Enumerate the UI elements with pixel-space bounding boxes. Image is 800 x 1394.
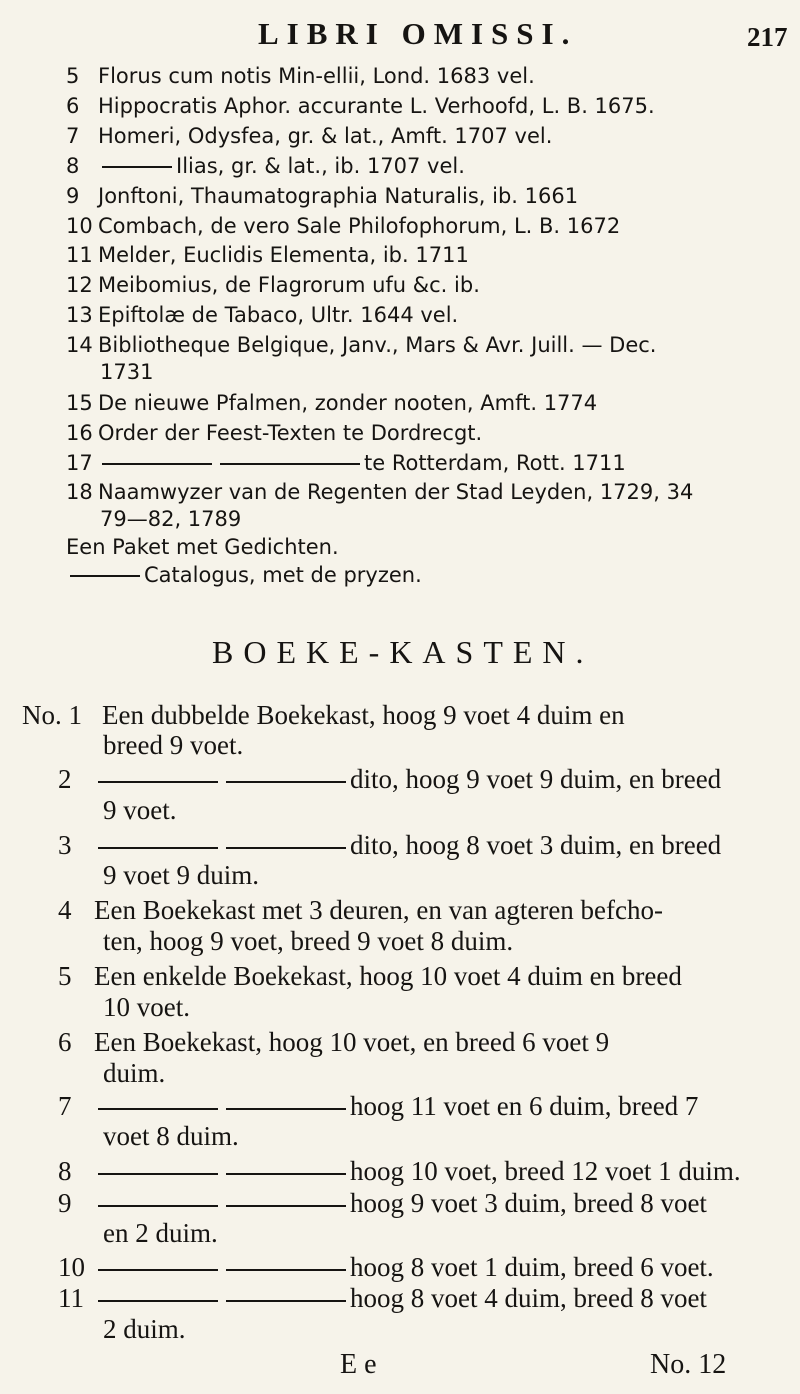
- section-number: No. 1: [22, 700, 82, 730]
- section-number: 7: [58, 1091, 72, 1121]
- entry-line: [100, 507, 241, 531]
- entry-number: 16: [66, 421, 93, 445]
- section-text: en 2 duim.: [103, 1218, 218, 1248]
- section-text: voet 8 duim.: [103, 1121, 239, 1151]
- ditto-rule: [102, 463, 212, 465]
- section-line: [58, 1156, 741, 1187]
- section-title: BOEKE-KASTEN.: [212, 634, 594, 670]
- section-text: 9 voet 9 duim.: [103, 860, 259, 890]
- section-number: 9: [58, 1188, 72, 1218]
- entry-line: [66, 451, 626, 475]
- entry-line: [66, 124, 552, 148]
- entry-text: Melder, Euclidis Elementa, ib. 1711: [98, 243, 469, 267]
- section-line: [58, 895, 663, 926]
- ditto-rule: [226, 1205, 346, 1207]
- section-line: [22, 700, 625, 731]
- ditto-rule: [102, 166, 172, 168]
- running-title: LIBRI OMISSI.: [258, 16, 578, 51]
- section-text: hoog 9 voet 3 duim, breed 8 voet: [350, 1188, 707, 1218]
- entry-line: [66, 154, 465, 178]
- entry-line: [100, 360, 153, 384]
- section-line: [103, 1218, 218, 1249]
- entry-number: 13: [66, 303, 93, 327]
- entry-text: Combach, de vero Sale Philofophorum, L. B. 1672: [98, 214, 621, 238]
- ditto-rule: [98, 1205, 218, 1207]
- entry-line: [66, 480, 693, 504]
- entry-text: Catalogus, met de pryzen.: [144, 563, 422, 587]
- entry-text: Homeri, Odysfea, gr. & lat., Amft. 1707 vel.: [98, 124, 553, 148]
- ditto-rule: [98, 847, 218, 849]
- section-number: 6: [58, 1027, 72, 1057]
- entry-number: 12: [66, 273, 93, 297]
- entry-number: 18: [66, 480, 93, 504]
- section-number: 8: [58, 1156, 72, 1186]
- signature-mark: E e: [340, 1349, 377, 1380]
- section-text: duim.: [103, 1058, 166, 1088]
- ditto-rule: [220, 463, 360, 465]
- section-line: [58, 1252, 714, 1283]
- section-number: 2: [58, 764, 72, 794]
- entry-text: Bibliotheque Belgique, Janv., Mars & Avr. Juill. — Dec.: [98, 333, 657, 357]
- section-number: 5: [58, 961, 72, 991]
- catchword: No. 12: [650, 1349, 727, 1380]
- entry-line: [66, 94, 655, 118]
- section-line: [103, 1314, 186, 1345]
- entry-text: Naamwyzer van de Regenten der Stad Leyden, 1729, 34: [98, 480, 694, 504]
- section-line: [58, 961, 682, 992]
- ditto-rule: [98, 1300, 218, 1302]
- entry-number: 14: [66, 333, 93, 357]
- section-text: breed 9 voet.: [103, 730, 244, 760]
- ditto-rule: [226, 1300, 346, 1302]
- section-text: dito, hoog 9 voet 9 duim, en breed: [350, 764, 722, 794]
- entry-line: [66, 333, 656, 357]
- section-text: hoog 8 voet 4 duim, breed 8 voet: [350, 1283, 707, 1313]
- section-text: Een Boekekast met 3 deuren, en van agteren befcho-: [94, 895, 664, 925]
- entry-line: [66, 535, 339, 559]
- entry-text: Meibomius, de Flagrorum ufu &c. ib.: [98, 273, 480, 297]
- section-line: [58, 830, 721, 861]
- section-number: 10: [58, 1252, 85, 1282]
- section-number: 4: [58, 895, 72, 925]
- section-text: dito, hoog 8 voet 3 duim, en breed: [350, 830, 722, 860]
- entry-number: 5: [66, 64, 80, 88]
- ditto-rule: [226, 781, 346, 783]
- ditto-rule: [226, 847, 346, 849]
- entry-number: 10: [66, 214, 93, 238]
- entry-text: Hippocratis Aphor. accurante L. Verhoofd, L. B. 1675.: [98, 94, 655, 118]
- section-text: Een enkelde Boekekast, hoog 10 voet 4 duim en breed: [94, 961, 682, 991]
- entry-line: [66, 64, 535, 88]
- entry-number: 11: [66, 243, 93, 267]
- ditto-rule: [98, 1173, 218, 1175]
- entry-line: [66, 421, 482, 445]
- entry-number: 6: [66, 94, 80, 118]
- entry-number: 7: [66, 124, 80, 148]
- section-line: [103, 795, 177, 826]
- entry-number: 15: [66, 391, 93, 415]
- entry-line: [66, 273, 480, 297]
- ditto-rule: [98, 1108, 218, 1110]
- ditto-rule: [98, 1269, 218, 1271]
- section-line: [58, 1188, 707, 1219]
- ditto-rule: [70, 575, 140, 577]
- section-number: 3: [58, 830, 72, 860]
- entry-text: Florus cum notis Min-ellii, Lond. 1683 vel.: [98, 64, 535, 88]
- section-text: hoog 11 voet en 6 duim, breed 7: [350, 1091, 699, 1121]
- section-text: ten, hoog 9 voet, breed 9 voet 8 duim.: [103, 926, 514, 956]
- entry-text: De nieuwe Pfalmen, zonder nooten, Amft. 1774: [98, 391, 598, 415]
- section-line: [58, 764, 721, 795]
- ditto-rule: [226, 1108, 346, 1110]
- entry-number: 9: [66, 184, 80, 208]
- section-text: 10 voet.: [103, 992, 190, 1022]
- ditto-rule: [98, 781, 218, 783]
- section-line: [103, 1058, 165, 1089]
- entry-text: Epiftolæ de Tabaco, Ultr. 1644 vel.: [98, 303, 459, 327]
- section-line: [58, 1283, 707, 1314]
- page-number: 217: [747, 22, 788, 52]
- entry-line: [66, 243, 469, 267]
- section-text: 9 voet.: [103, 795, 177, 825]
- section-line: [58, 1091, 698, 1122]
- entry-text: te Rotterdam, Rott. 1711: [364, 451, 626, 475]
- entry-line: [66, 184, 578, 208]
- section-number: 11: [58, 1283, 84, 1313]
- ditto-rule: [226, 1173, 346, 1175]
- entry-text: 79—82, 1789: [100, 507, 242, 531]
- section-line: [58, 1027, 609, 1058]
- entry-text: Ilias, gr. & lat., ib. 1707 vel.: [176, 154, 465, 178]
- entry-line: [66, 214, 620, 238]
- section-text: Een Boekekast, hoog 10 voet, en breed 6 voet 9: [94, 1027, 610, 1057]
- ditto-rule: [226, 1269, 346, 1271]
- entry-line: [66, 391, 597, 415]
- entry-text: Een Paket met Gedichten.: [66, 535, 339, 559]
- section-line: [103, 992, 190, 1023]
- section-line: [103, 926, 513, 957]
- entry-line: [66, 563, 422, 587]
- section-text: 2 duim.: [103, 1314, 186, 1344]
- entry-text: Order der Feest-Texten te Dordrecgt.: [98, 421, 483, 445]
- entry-number: 8: [66, 154, 80, 178]
- section-line: [103, 730, 243, 761]
- section-text: hoog 8 voet 1 duim, breed 6 voet.: [350, 1252, 714, 1282]
- entry-text: Jonftoni, Thaumatographia Naturalis, ib. 1661: [98, 184, 579, 208]
- section-text: hoog 10 voet, breed 12 voet 1 duim.: [350, 1156, 741, 1186]
- section-line: [103, 1121, 239, 1152]
- entry-line: [66, 303, 458, 327]
- section-text: Een dubbelde Boekekast, hoog 9 voet 4 duim en: [102, 700, 625, 730]
- section-line: [103, 860, 259, 891]
- entry-number: 17: [66, 451, 93, 475]
- entry-text: 1731: [100, 360, 154, 384]
